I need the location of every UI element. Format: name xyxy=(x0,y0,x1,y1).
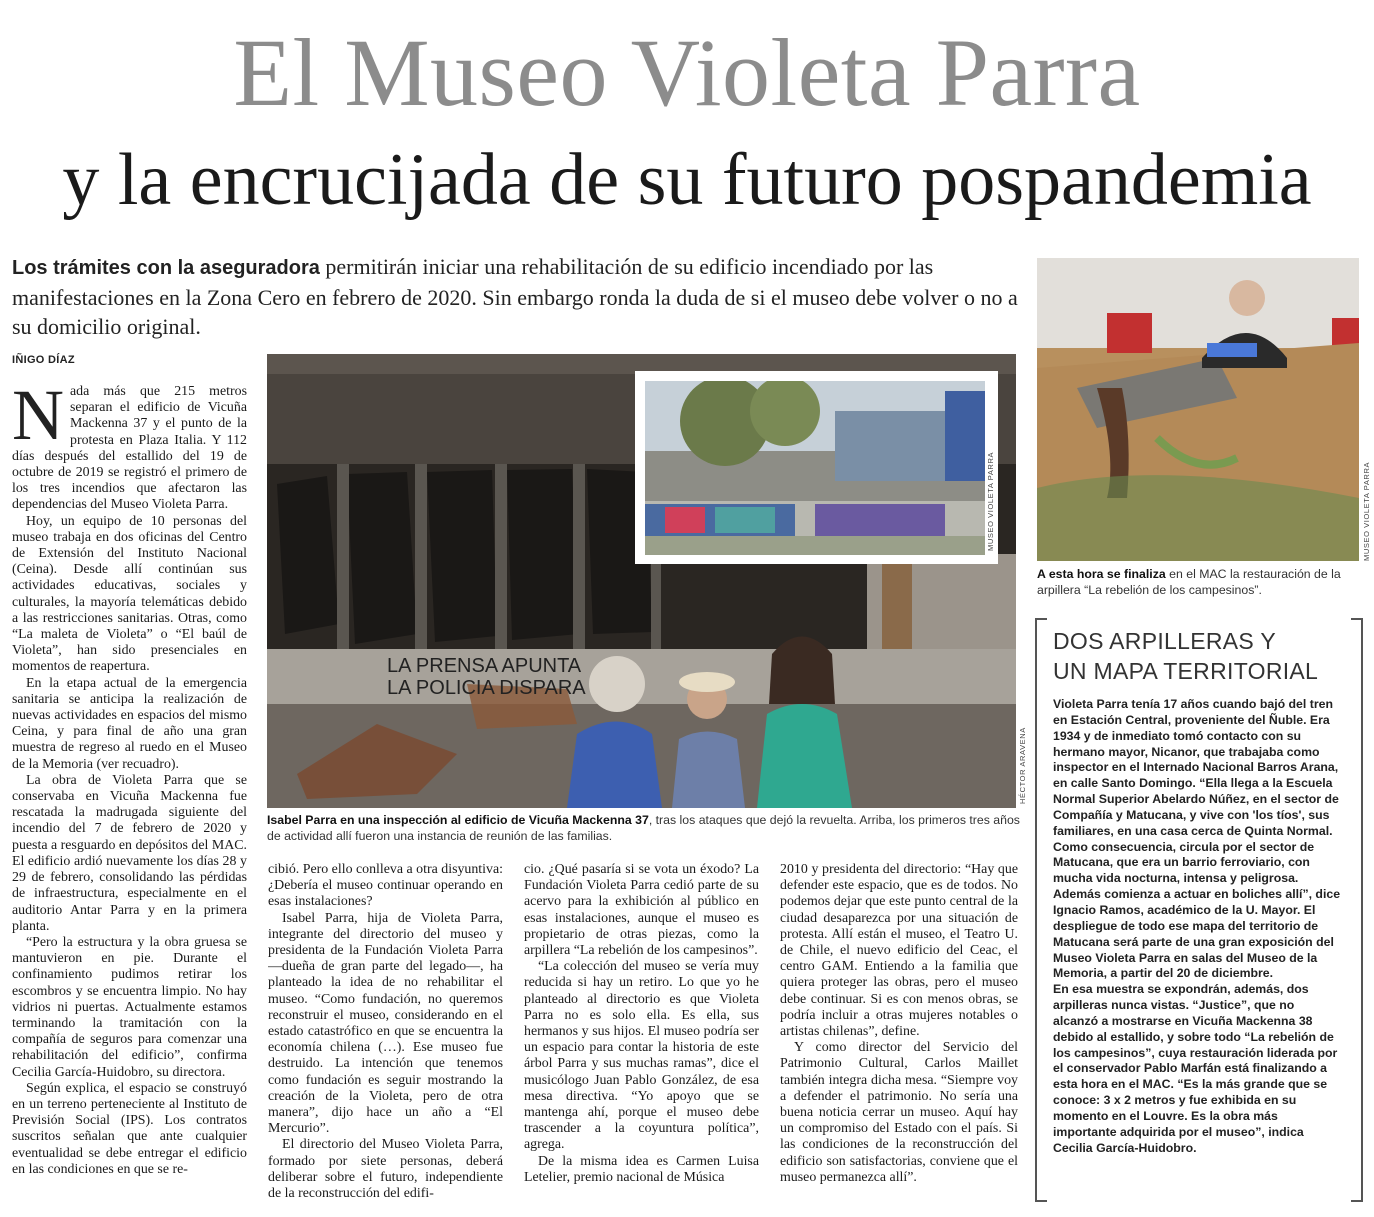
graffiti-1: LA PRENSA APUNTA xyxy=(387,655,582,677)
sidebar-body xyxy=(1053,697,1341,1156)
inset-photo-frame xyxy=(635,371,998,564)
paragraph: Según explica, el espacio se construyó en un terreno perteneciente al Instituto de Previsión Social (IPS). Los contratos suscritos señalan que ante cualquier eventualidad se debe entregar el edificio en las condiciones en que se re- xyxy=(12,1080,247,1177)
paragraph: Isabel Parra, hija de Violeta Parra, integrante del directorio del museo y presidenta de la Fundación Violeta Parra —dueña de gran parte del legado—, ha planteado la idea de no rehabilitar el museo. “Como fundación, no queremos reconstruir el museo, considerando en el estado catastrófico en que se encuentra la economía chilena (…). Ese museo fue destruido. La intención que tenemos como fundación es seguir mostrando la creación de la Violeta, pero de otra manera”, dijo hace un año a “El Mercurio”. xyxy=(268,910,503,1137)
drop-cap: N xyxy=(12,384,64,455)
paragraph: Nada más que 215 metros separan el edificio de Vicuña Mackenna 37 y el punto de la protesta en Plaza Italia. Y 112 días después del estallido del 19 de octubre de 2019 se registró el primero de los tres incendios que afectaron las dependencias del Museo Violeta Parra. xyxy=(12,384,247,513)
paragraph: Y como director del Servicio del Patrimonio Cultural, Carlos Maillet también integra dicha mesa. “Siempre voy a defender el patrimonio. No sería una buena noticia cerrar un museo. Aquí hay un compromiso del Estado con el país. Si las condiciones de la reconstrucción del edificio son satisfactorias, conviene que el museo permanezca allí”. xyxy=(780,1040,1018,1185)
sidebar-paragraph: En esa muestra se expondrán, además, dos arpilleras nunca vistas. “Justice”, que no alcanzó a mostrarse en Vicuña Mackenna 38 debido al estallido, y sobre todo “La rebelión de los campesinos”, cuya restauración liderada por el conservador Pablo Marfán está finalizando a esta hora en el MAC. “Es la más grande que se conoce: 3 x 2 metros y fue exhibida en su momento en el Louvre. Es la obra más importante adquirida por el museo”, indica Cecilia García-Huidobro. xyxy=(1053,982,1338,1155)
inset-photo-illustration xyxy=(645,381,985,555)
paragraph: cibió. Pero ello conlleva a otra disyuntiva: ¿Debería el museo continuar operando en esas instalaciones? xyxy=(268,862,503,910)
article-column-3 xyxy=(524,862,759,1214)
paragraph: Hoy, un equipo de 10 personas del museo trabaja en dos oficinas del Centro de Extensión del Instituto Nacional (Ceina). Desde allí continúan sus actividades educativas, sociales y culturales, la mayoría telemáticas debido a las restricciones sanitarias. Otras, como “La maleta de Violeta” o “El baúl de Violeta”, han sido presenciales en momentos de reapertura. xyxy=(12,513,247,675)
paragraph: La obra de Violeta Parra que se conservaba en Vicuña Mackenna fue rescatada la madrugada siguiente del incendio del 7 de febrero de 2020 y puesta a resguardo en depósitos del MAC. El edificio ardió nuevamente los días 28 y 29 de febrero, consolidando las pérdidas de infraestructura, especialmente en el auditorio Antar Parra y en la primera planta. xyxy=(12,772,247,934)
inset-photo-credit: MUSEO VIOLETA PARRA xyxy=(986,451,995,551)
sidebar-title xyxy=(1053,626,1353,686)
graffiti-2: LA POLICIA DISPARA xyxy=(387,677,586,699)
headline-line-1: El Museo Violeta Parra xyxy=(233,19,1141,126)
paragraph: 2010 y presidenta del directorio: “Hay que defender este espacio, que es de todos. No podemos dejar que este punto central de la ciudad desaparezca por una situación de protesta. Allí están el museo, el Teatro U. de Chile, el nuevo edificio del Ceac, el centro GAM. Entiendo a la familia que quiera proteger las obras, pero el museo debe continuar. Si es con menos obras, se podría incluir a otras mujeres notables o artistas chilenas”, define. xyxy=(780,862,1018,1040)
lead-paragraph xyxy=(12,252,1022,341)
lead-text: permitirán iniciar una rehabilitación de su edificio incendiado por las manifestaciones en la Zona Cero en febrero de 2020. Sin embargo ronda la duda de si el museo debe volver o no a su domicilio original. xyxy=(12,254,1018,339)
article-column-1 xyxy=(12,384,247,1214)
article-column-4 xyxy=(780,862,1018,1214)
right-photo-illustration xyxy=(1037,258,1359,561)
right-photo-restoration xyxy=(1037,258,1359,561)
paragraph: El directorio del Museo Violeta Parra, formado por siete personas, deberá deliberar sobre el futuro, independiente de la reconstrucción del edifi- xyxy=(268,1137,503,1202)
sidebar-title-line-1: DOS ARPILLERAS Y xyxy=(1053,628,1276,654)
paragraph: En la etapa actual de la emergencia sanitaria se anticipa la realización de nuevas actividades en espacios del mismo Ceina, y para final de año una gran muestra de regreso al ruedo en el Museo de la Memoria (ver recuadro). xyxy=(12,675,247,772)
main-photo-credit: HÉCTOR ARAVENA xyxy=(1018,727,1027,804)
article-column-2 xyxy=(268,862,503,1214)
sidebar-paragraph: Violeta Parra tenía 17 años cuando bajó del tren en Estación Central, proveniente del Ñuble. Era 1934 y de inmediato tomó contacto con su hermano mayor, Nicanor, que trabajaba como inspector en el Internado Nacional Barros Arana, en calle Santo Domingo. “Ella llega a la Escuela Normal Superior Abelardo Núñez, en el sector de Compañía y Matucana, y vive con 'los tíos', sus familiares, en una casa cerca de Quinta Normal. Como consecuencia, circula por el sector de Matucana, que era un barrio ferroviario, con mucha vida nocturna, intensa y peligrosa. Además comienza a actuar en boliches allí”, dice Ignacio Ramos, académico de la U. Mayor. El despliegue de todo ese mapa del territorio de Matucana será parte de una gran exposición del Museo Violeta Parra en salas del Museo de la Memoria, a partir del 20 de diciembre. xyxy=(1053,697,1341,981)
right-photo-credit: MUSEO VIOLETA PARRA xyxy=(1362,461,1371,561)
sidebar-title-line-2: UN MAPA TERRITORIAL xyxy=(1053,658,1319,684)
paragraph: “La colección del museo se vería muy reducida si hay un retiro. Lo que yo he planteado al directorio es que Violeta Parra no es solo ella. Es ella, sus hermanos y sus hijos. El museo podría ser un espacio para contar la historia de este árbol Parra y sus muchas ramas”, dice el musicólogo Juan Pablo González, de esa mesa directiva. “Yo apoyo que se mantenga ahí, porque el museo debe trascender a la coyuntura política”, agrega. xyxy=(524,959,759,1153)
byline: IÑIGO DÍAZ xyxy=(12,354,75,366)
main-photo-caption: Isabel Parra en una inspección al edificio de Vicuña Mackenna 37, tras los ataques que dejó la revuelta. Arriba, los primeros tres años de actividad allí fueron una instancia de reunión de las familias. xyxy=(267,813,1020,843)
paragraph: “Pero la estructura y la obra gruesa se mantuvieron en pie. Durante el confinamiento pudimos retirar los escombros y se encuentra limpio. No hay vidrios ni puertas. Actualmente estamos terminando la tramitación con la compañía de seguros para comenzar una rehabilitación del edificio”, confirma Cecilia García-Huidobro, su directora. xyxy=(12,934,247,1080)
lead-bold: Los trámites con la aseguradora xyxy=(12,257,320,279)
inset-photo-museum-facade xyxy=(645,381,985,555)
paragraph: De la misma idea es Carmen Luisa Letelier, premio nacional de Música xyxy=(524,1153,759,1185)
right-photo-caption: A esta hora se finaliza en el MAC la restauración de la arpillera “La rebelión de los campesinos”. xyxy=(1037,567,1341,597)
paragraph: cio. ¿Qué pasaría si se vota un éxodo? La Fundación Violeta Parra cedió parte de su acervo para la exhibición al público en esas instalaciones, aunque el museo es propietario de otras piezas, como la arpillera “La rebelión de los campesinos”. xyxy=(524,862,759,959)
headline-line-2: y la encrucijada de su futuro pospandemia xyxy=(62,139,1312,221)
